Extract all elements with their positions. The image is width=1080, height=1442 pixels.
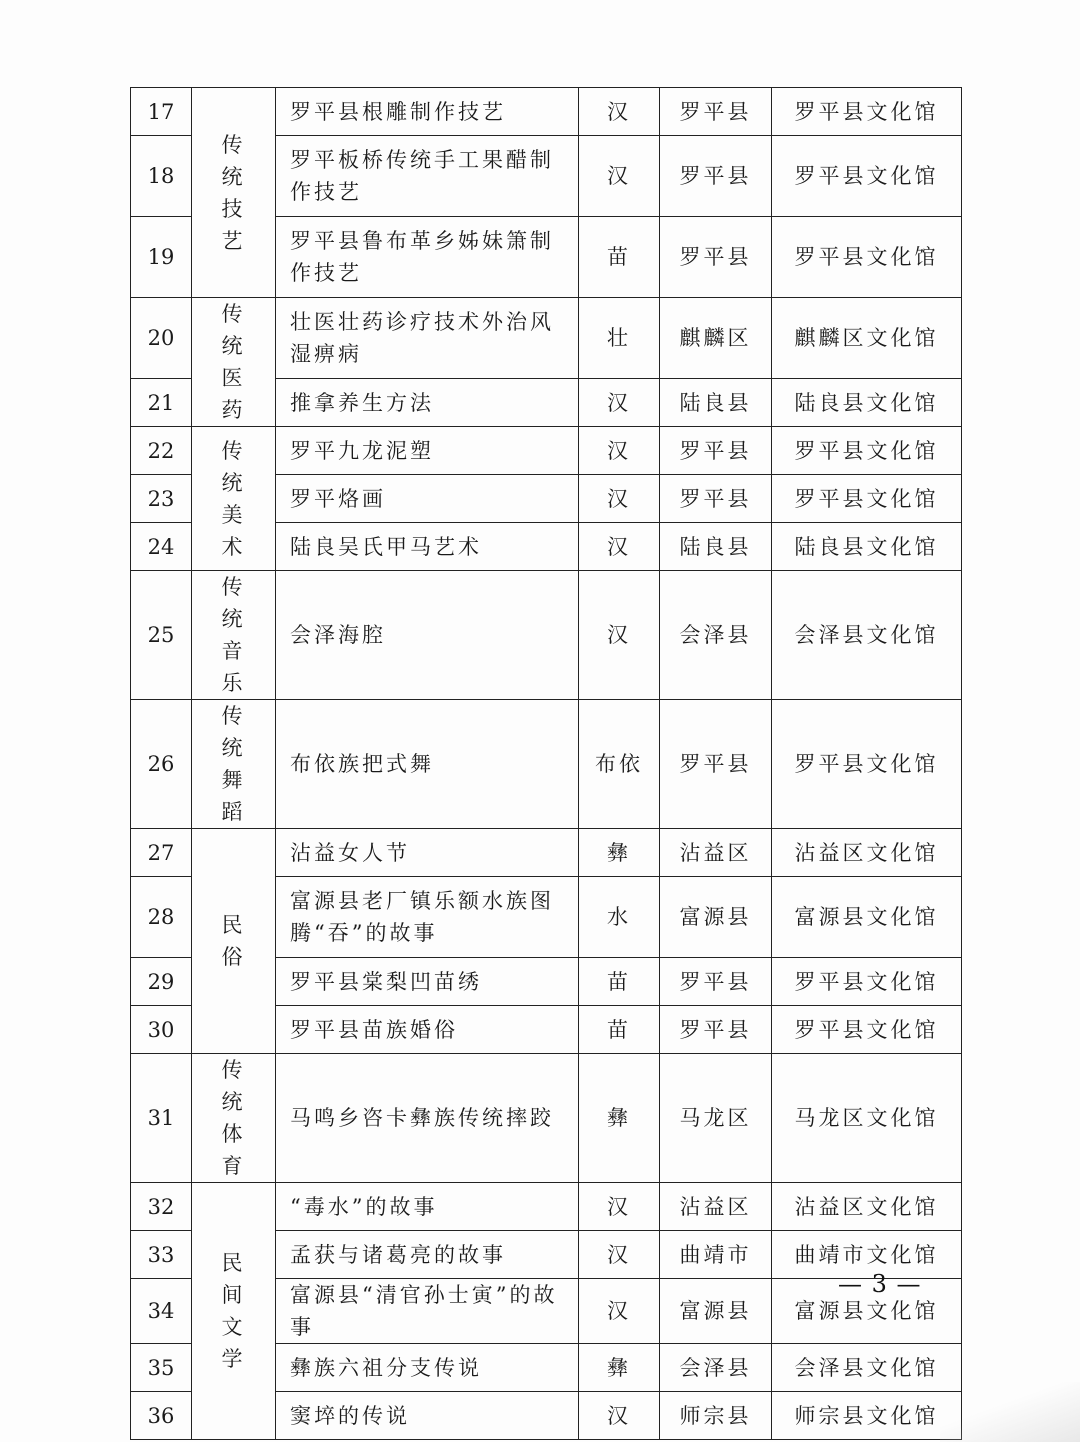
protection-unit: 陆良县文化馆 [772, 379, 962, 427]
project-name: 窦埣的传说 [276, 1392, 579, 1440]
protection-unit: 罗平县文化馆 [772, 136, 962, 217]
row-number: 17 [131, 88, 192, 136]
project-name: 会泽海腔 [276, 571, 579, 700]
row-number: 30 [131, 1006, 192, 1054]
project-name: 罗平板桥传统手工果醋制作技艺 [276, 136, 579, 217]
row-number: 20 [131, 298, 192, 379]
ethnic-group: 水 [579, 877, 660, 958]
row-number: 33 [131, 1231, 192, 1279]
table-row [131, 829, 962, 877]
area: 富源县 [660, 1279, 772, 1344]
area: 麒麟区 [660, 298, 772, 379]
ethnic-group: 壮 [579, 298, 660, 379]
protection-unit: 会泽县文化馆 [772, 571, 962, 700]
project-name: 彝族六祖分支传说 [276, 1344, 579, 1392]
row-number: 22 [131, 427, 192, 475]
row-number: 18 [131, 136, 192, 217]
area: 罗平县 [660, 217, 772, 298]
area: 罗平县 [660, 1006, 772, 1054]
row-number: 27 [131, 829, 192, 877]
ethnic-group: 苗 [579, 958, 660, 1006]
area: 罗平县 [660, 700, 772, 829]
protection-unit: 罗平县文化馆 [772, 217, 962, 298]
row-number: 25 [131, 571, 192, 700]
project-name: 马鸣乡咨卡彝族传统摔跤 [276, 1054, 579, 1183]
project-name: 罗平县棠梨凹苗绣 [276, 958, 579, 1006]
area: 曲靖市 [660, 1231, 772, 1279]
table-row [131, 1183, 962, 1231]
category-cell: 民俗 [192, 829, 276, 1054]
protection-unit: 沾益区文化馆 [772, 1183, 962, 1231]
ethnic-group: 汉 [579, 1279, 660, 1344]
area: 陆良县 [660, 523, 772, 571]
category-cell: 传统体育 [192, 1054, 276, 1183]
project-name: 富源县“清官孙士寅”的故事 [276, 1279, 579, 1344]
area: 罗平县 [660, 475, 772, 523]
ethnic-group: 汉 [579, 571, 660, 700]
category-cell: 传统美术 [192, 427, 276, 571]
table-row [131, 1054, 962, 1183]
protection-unit: 罗平县文化馆 [772, 88, 962, 136]
protection-unit: 罗平县文化馆 [772, 700, 962, 829]
table-row [131, 571, 962, 700]
project-name: 罗平九龙泥塑 [276, 427, 579, 475]
ethnic-group: 布依 [579, 700, 660, 829]
area: 沾益区 [660, 1183, 772, 1231]
table-row [131, 298, 962, 379]
row-number: 24 [131, 523, 192, 571]
area: 陆良县 [660, 379, 772, 427]
ethnic-group: 汉 [579, 136, 660, 217]
ethnic-group: 彝 [579, 829, 660, 877]
protection-unit: 富源县文化馆 [772, 1279, 962, 1344]
table-row [131, 427, 962, 475]
project-name: “毒水”的故事 [276, 1183, 579, 1231]
ethnic-group: 汉 [579, 1183, 660, 1231]
project-name: 陆良吴氏甲马艺术 [276, 523, 579, 571]
protection-unit: 陆良县文化馆 [772, 523, 962, 571]
project-name: 富源县老厂镇乐额水族图腾“吞”的故事 [276, 877, 579, 958]
table-row [131, 700, 962, 829]
row-number: 32 [131, 1183, 192, 1231]
protection-unit: 罗平县文化馆 [772, 958, 962, 1006]
protection-unit: 罗平县文化馆 [772, 475, 962, 523]
area: 会泽县 [660, 1344, 772, 1392]
protection-unit: 马龙区文化馆 [772, 1054, 962, 1183]
category-cell: 传统技艺 [192, 88, 276, 298]
category-cell: 传统舞蹈 [192, 700, 276, 829]
project-name: 布依族把式舞 [276, 700, 579, 829]
ethnic-group: 汉 [579, 88, 660, 136]
ethnic-group: 苗 [579, 217, 660, 298]
ethnic-group: 汉 [579, 475, 660, 523]
project-name: 孟获与诸葛亮的故事 [276, 1231, 579, 1279]
row-number: 34 [131, 1279, 192, 1344]
area: 沾益区 [660, 829, 772, 877]
ethnic-group: 汉 [579, 379, 660, 427]
row-number: 35 [131, 1344, 192, 1392]
area: 会泽县 [660, 571, 772, 700]
area: 富源县 [660, 877, 772, 958]
ethnic-group: 汉 [579, 1392, 660, 1440]
row-number: 23 [131, 475, 192, 523]
protection-unit: 曲靖市文化馆 [772, 1231, 962, 1279]
protection-unit: 罗平县文化馆 [772, 427, 962, 475]
project-name: 罗平烙画 [276, 475, 579, 523]
area: 罗平县 [660, 427, 772, 475]
row-number: 29 [131, 958, 192, 1006]
project-name: 罗平县苗族婚俗 [276, 1006, 579, 1054]
row-number: 28 [131, 877, 192, 958]
page-number: — 3 — [838, 1270, 922, 1298]
project-name: 沾益女人节 [276, 829, 579, 877]
area: 师宗县 [660, 1392, 772, 1440]
row-number: 21 [131, 379, 192, 427]
category-cell: 传统音乐 [192, 571, 276, 700]
area: 罗平县 [660, 88, 772, 136]
row-number: 26 [131, 700, 192, 829]
area: 罗平县 [660, 136, 772, 217]
protection-unit: 师宗县文化馆 [772, 1392, 962, 1440]
ethnic-group: 汉 [579, 523, 660, 571]
area: 马龙区 [660, 1054, 772, 1183]
protection-unit: 罗平县文化馆 [772, 1006, 962, 1054]
row-number: 19 [131, 217, 192, 298]
ethnic-group: 苗 [579, 1006, 660, 1054]
project-name: 罗平县鲁布革乡姊妹箫制作技艺 [276, 217, 579, 298]
category-cell: 民间文学 [192, 1183, 276, 1440]
ethnic-group: 汉 [579, 427, 660, 475]
project-name: 壮医壮药诊疗技术外治风湿痹病 [276, 298, 579, 379]
protection-unit: 沾益区文化馆 [772, 829, 962, 877]
heritage-list-table [130, 87, 962, 1440]
area: 罗平县 [660, 958, 772, 1006]
ethnic-group: 汉 [579, 1231, 660, 1279]
ethnic-group: 彝 [579, 1344, 660, 1392]
page-curl-shadow [940, 1382, 1080, 1442]
protection-unit: 富源县文化馆 [772, 877, 962, 958]
ethnic-group: 彝 [579, 1054, 660, 1183]
row-number: 31 [131, 1054, 192, 1183]
project-name: 罗平县根雕制作技艺 [276, 88, 579, 136]
protection-unit: 会泽县文化馆 [772, 1344, 962, 1392]
protection-unit: 麒麟区文化馆 [772, 298, 962, 379]
category-cell: 传统医药 [192, 298, 276, 427]
row-number: 36 [131, 1392, 192, 1440]
table-row [131, 88, 962, 136]
project-name: 推拿养生方法 [276, 379, 579, 427]
